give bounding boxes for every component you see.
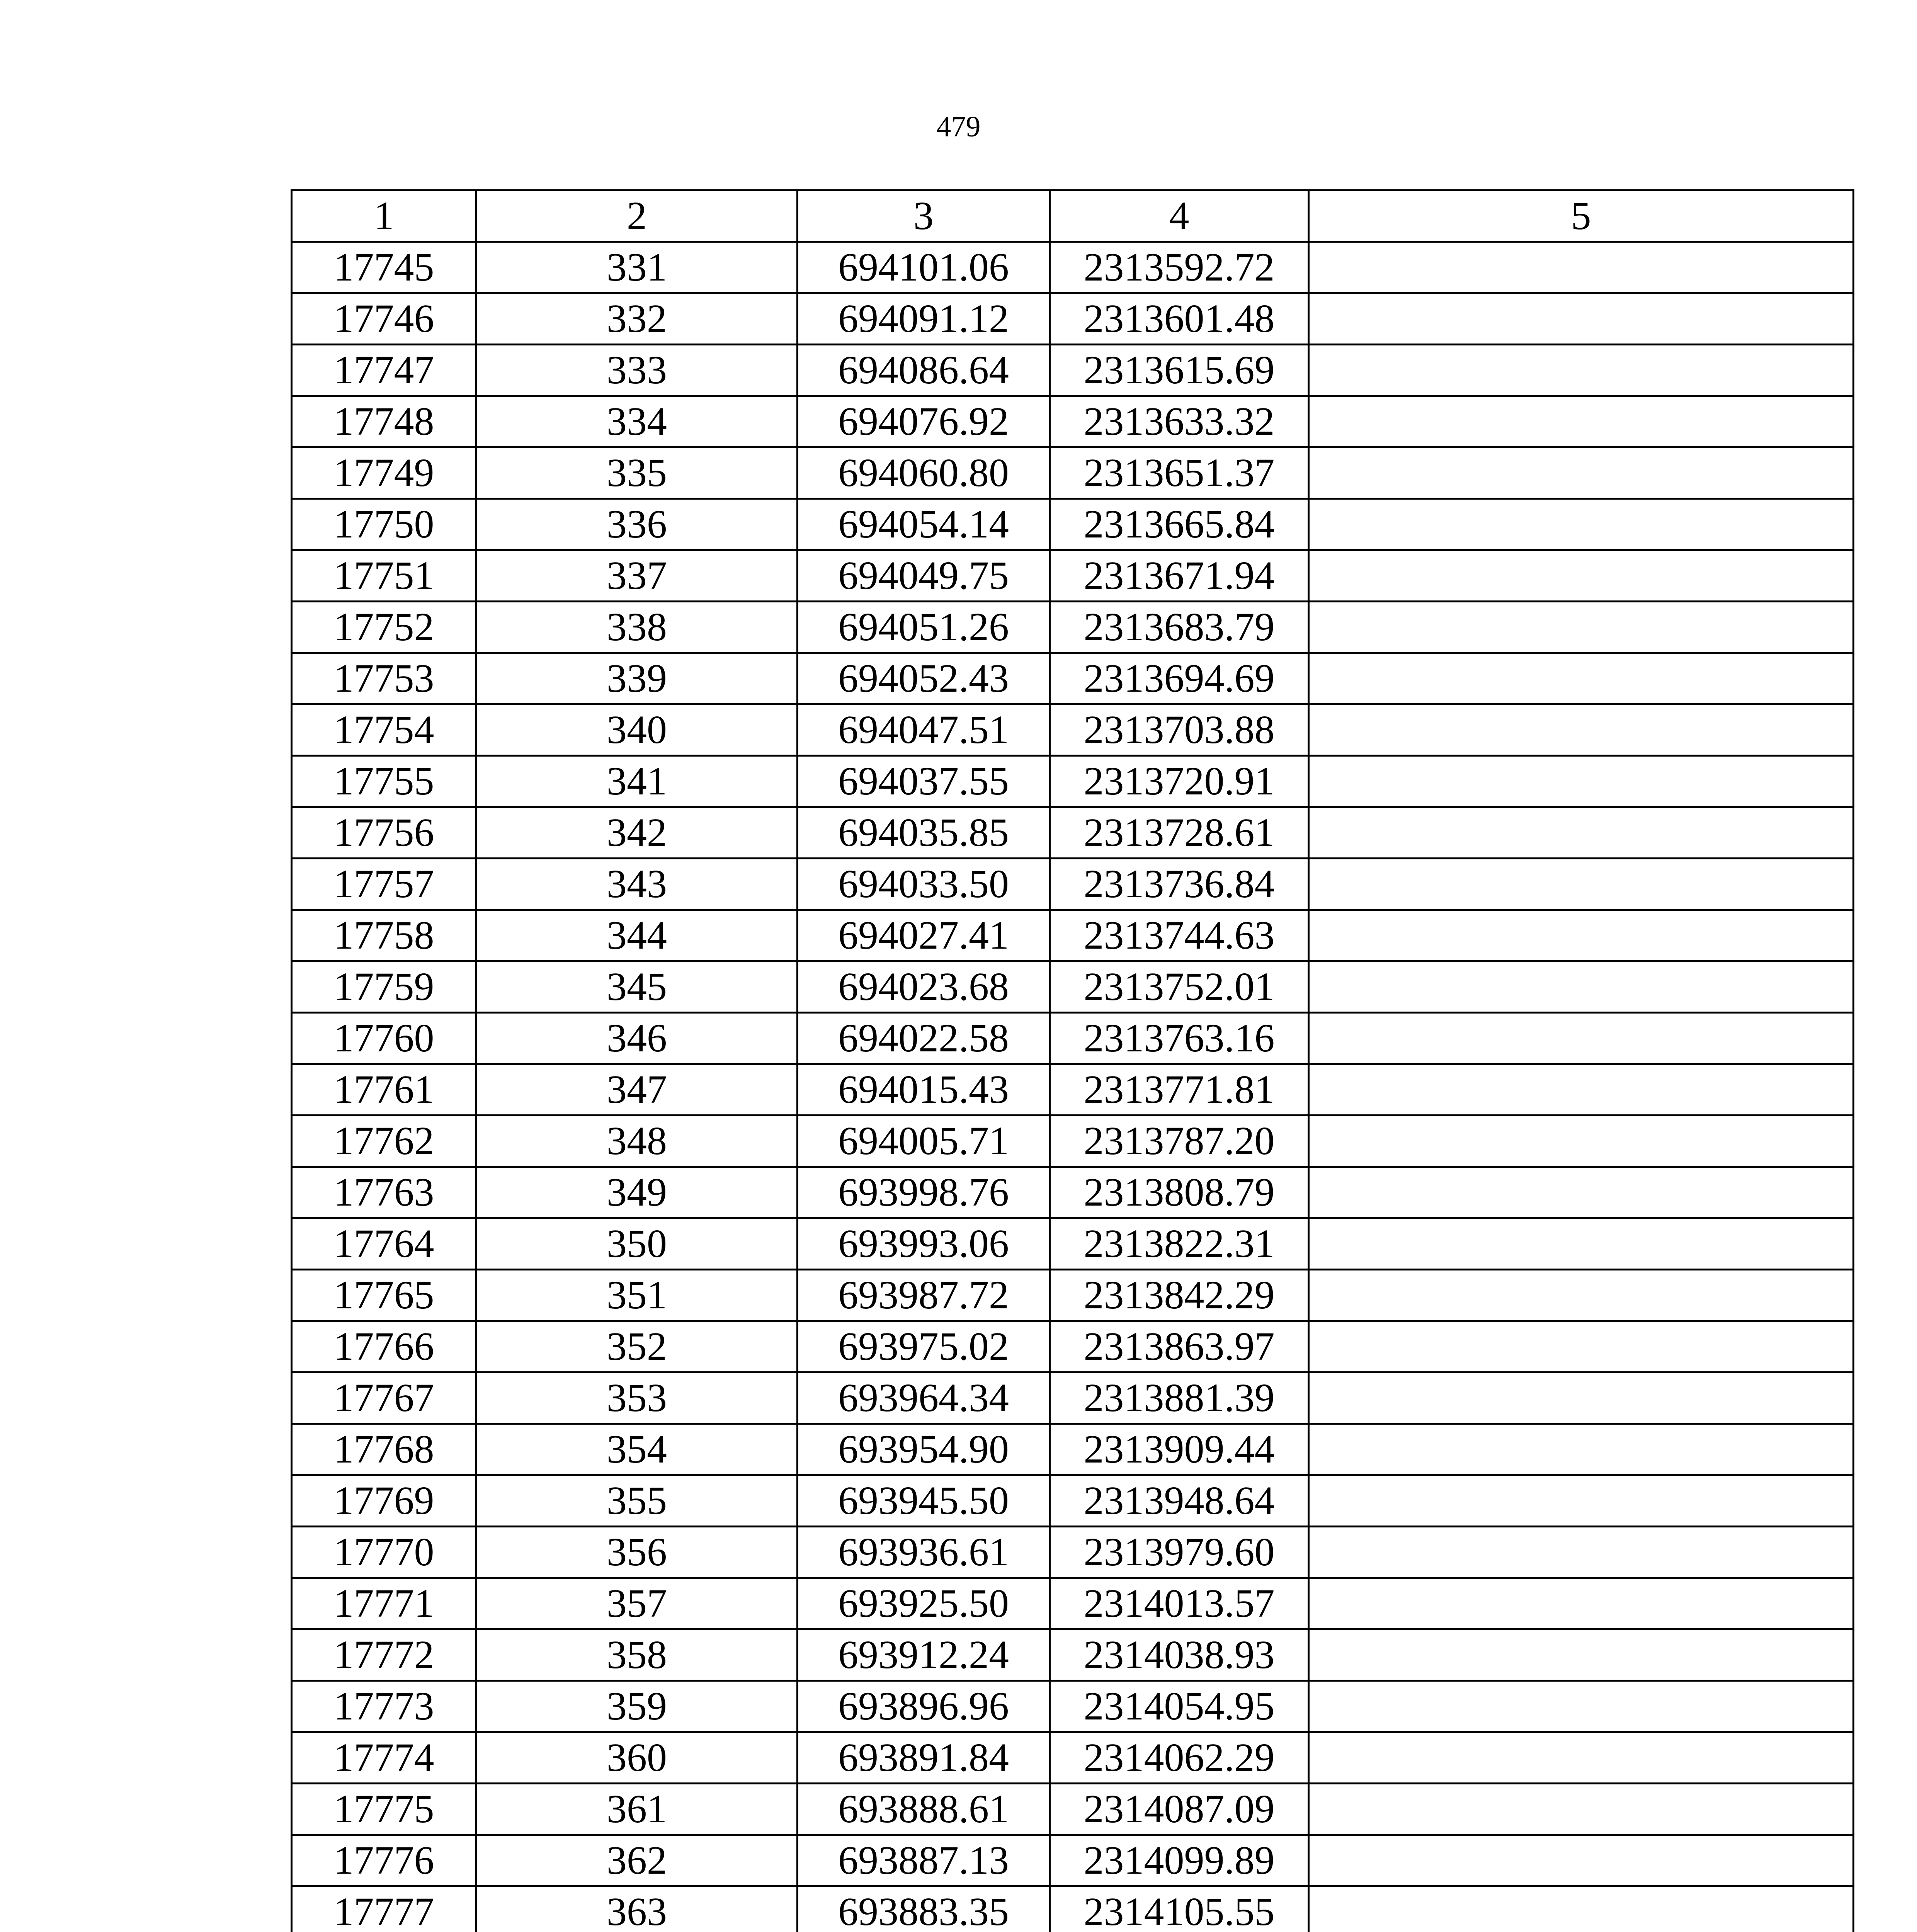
table-cell: 337 <box>476 550 798 602</box>
table-cell: 2313822.31 <box>1050 1218 1309 1270</box>
table-cell: 17754 <box>292 704 476 756</box>
table-cell: 694101.06 <box>798 242 1050 293</box>
table-cell: 356 <box>476 1527 798 1578</box>
table-row <box>292 396 1854 447</box>
table-cell: 17759 <box>292 961 476 1013</box>
header-cell: 1 <box>292 190 476 242</box>
table-row <box>292 1681 1854 1732</box>
table-cell: 17769 <box>292 1475 476 1527</box>
table-cell: 2314038.93 <box>1050 1629 1309 1681</box>
table-cell: 339 <box>476 653 798 704</box>
table-cell: 335 <box>476 447 798 499</box>
table-cell: 17776 <box>292 1835 476 1886</box>
table-cell: 17763 <box>292 1167 476 1218</box>
table-cell: 694015.43 <box>798 1064 1050 1116</box>
table-cell: 343 <box>476 859 798 910</box>
table-row <box>292 1321 1854 1372</box>
table-row <box>292 1218 1854 1270</box>
table-cell: 17765 <box>292 1270 476 1321</box>
table-cell <box>1309 1578 1854 1629</box>
table-cell: 694047.51 <box>798 704 1050 756</box>
table-cell: 336 <box>476 499 798 550</box>
table-cell: 17774 <box>292 1732 476 1784</box>
table-row <box>292 447 1854 499</box>
table-cell: 2313881.39 <box>1050 1372 1309 1424</box>
table-cell: 2314013.57 <box>1050 1578 1309 1629</box>
table-cell: 17771 <box>292 1578 476 1629</box>
table-row <box>292 653 1854 704</box>
table-row <box>292 1372 1854 1424</box>
table-cell: 17775 <box>292 1784 476 1835</box>
table-cell: 17746 <box>292 293 476 345</box>
table-cell: 348 <box>476 1116 798 1167</box>
table-cell: 17761 <box>292 1064 476 1116</box>
table-cell: 693945.50 <box>798 1475 1050 1527</box>
table-cell: 351 <box>476 1270 798 1321</box>
table-row <box>292 1424 1854 1475</box>
table-cell <box>1309 550 1854 602</box>
table-row <box>292 1475 1854 1527</box>
table-cell: 2313979.60 <box>1050 1527 1309 1578</box>
table-cell: 17756 <box>292 807 476 859</box>
table-cell: 17748 <box>292 396 476 447</box>
table-cell: 694023.68 <box>798 961 1050 1013</box>
table-cell: 359 <box>476 1681 798 1732</box>
table-row <box>292 550 1854 602</box>
table-cell: 693912.24 <box>798 1629 1050 1681</box>
table-cell: 360 <box>476 1732 798 1784</box>
table-cell <box>1309 1064 1854 1116</box>
table-cell <box>1309 345 1854 396</box>
table-cell <box>1309 293 1854 345</box>
header-cell: 4 <box>1050 190 1309 242</box>
table-body <box>292 242 1854 1932</box>
table-cell: 693987.72 <box>798 1270 1050 1321</box>
table-cell: 17757 <box>292 859 476 910</box>
table-cell: 2313744.63 <box>1050 910 1309 961</box>
table-cell: 693925.50 <box>798 1578 1050 1629</box>
table-cell <box>1309 1270 1854 1321</box>
table-cell: 694052.43 <box>798 653 1050 704</box>
table-cell: 17767 <box>292 1372 476 1424</box>
table-cell <box>1309 653 1854 704</box>
table-cell: 346 <box>476 1013 798 1064</box>
table-row <box>292 1527 1854 1578</box>
table-cell: 17752 <box>292 602 476 653</box>
table-cell <box>1309 1784 1854 1835</box>
table-cell <box>1309 499 1854 550</box>
table-cell <box>1309 396 1854 447</box>
table-row <box>292 345 1854 396</box>
table-cell: 17747 <box>292 345 476 396</box>
table-cell: 17745 <box>292 242 476 293</box>
table-cell <box>1309 1013 1854 1064</box>
table-row <box>292 293 1854 345</box>
table-cell: 694005.71 <box>798 1116 1050 1167</box>
table-cell: 2313633.32 <box>1050 396 1309 447</box>
table-cell <box>1309 1321 1854 1372</box>
table-cell: 2313683.79 <box>1050 602 1309 653</box>
table-cell: 2313601.48 <box>1050 293 1309 345</box>
table-cell: 342 <box>476 807 798 859</box>
table-cell: 2313592.72 <box>1050 242 1309 293</box>
table-cell: 332 <box>476 293 798 345</box>
table-cell: 2314062.29 <box>1050 1732 1309 1784</box>
table-header-row <box>292 190 1854 242</box>
table-cell <box>1309 1116 1854 1167</box>
table-cell: 17770 <box>292 1527 476 1578</box>
table-cell: 17773 <box>292 1681 476 1732</box>
table-cell <box>1309 859 1854 910</box>
table-cell <box>1309 961 1854 1013</box>
table-cell: 693964.34 <box>798 1372 1050 1424</box>
table-cell: 2313771.81 <box>1050 1064 1309 1116</box>
table-cell <box>1309 1218 1854 1270</box>
table-cell: 2313703.88 <box>1050 704 1309 756</box>
table-cell: 693998.76 <box>798 1167 1050 1218</box>
table-cell: 17777 <box>292 1886 476 1932</box>
table-cell <box>1309 1167 1854 1218</box>
table-row <box>292 756 1854 807</box>
table-cell: 693936.61 <box>798 1527 1050 1578</box>
table-cell: 17753 <box>292 653 476 704</box>
table-cell: 334 <box>476 396 798 447</box>
table-cell: 694054.14 <box>798 499 1050 550</box>
table-row <box>292 242 1854 293</box>
table-cell: 694033.50 <box>798 859 1050 910</box>
table-cell: 2314105.55 <box>1050 1886 1309 1932</box>
table-row <box>292 1167 1854 1218</box>
table-cell: 693993.06 <box>798 1218 1050 1270</box>
table-cell: 694091.12 <box>798 293 1050 345</box>
table-cell: 347 <box>476 1064 798 1116</box>
table-row <box>292 1732 1854 1784</box>
table-cell: 2314087.09 <box>1050 1784 1309 1835</box>
table-cell: 2313651.37 <box>1050 447 1309 499</box>
table-cell <box>1309 1629 1854 1681</box>
table-cell: 2313787.20 <box>1050 1116 1309 1167</box>
table-cell <box>1309 1886 1854 1932</box>
table-row <box>292 807 1854 859</box>
table-cell: 354 <box>476 1424 798 1475</box>
table-cell: 341 <box>476 756 798 807</box>
table-cell <box>1309 1475 1854 1527</box>
table-row <box>292 1835 1854 1886</box>
table-cell: 2313720.91 <box>1050 756 1309 807</box>
table-cell: 361 <box>476 1784 798 1835</box>
table-cell: 2313671.94 <box>1050 550 1309 602</box>
table-cell: 2314054.95 <box>1050 1681 1309 1732</box>
table-cell: 2313909.44 <box>1050 1424 1309 1475</box>
table-cell <box>1309 447 1854 499</box>
table-row <box>292 1064 1854 1116</box>
table-cell <box>1309 910 1854 961</box>
table-row <box>292 961 1854 1013</box>
table-cell: 363 <box>476 1886 798 1932</box>
table-cell <box>1309 1527 1854 1578</box>
table-cell: 694027.41 <box>798 910 1050 961</box>
table-cell: 2313736.84 <box>1050 859 1309 910</box>
table-row <box>292 704 1854 756</box>
table-cell: 2313842.29 <box>1050 1270 1309 1321</box>
header-cell: 2 <box>476 190 798 242</box>
table-cell: 17762 <box>292 1116 476 1167</box>
table-cell <box>1309 756 1854 807</box>
page-number: 479 <box>936 111 981 143</box>
table-cell: 693891.84 <box>798 1732 1050 1784</box>
table-cell <box>1309 1681 1854 1732</box>
coordinates-table <box>291 189 1854 1932</box>
table-row <box>292 602 1854 653</box>
table-row <box>292 1886 1854 1932</box>
table-row <box>292 1784 1854 1835</box>
table-cell: 349 <box>476 1167 798 1218</box>
table-row <box>292 1270 1854 1321</box>
table-cell: 350 <box>476 1218 798 1270</box>
table-cell: 2313665.84 <box>1050 499 1309 550</box>
table-cell: 694086.64 <box>798 345 1050 396</box>
table-cell: 2313763.16 <box>1050 1013 1309 1064</box>
table-cell: 2313808.79 <box>1050 1167 1309 1218</box>
table-cell: 344 <box>476 910 798 961</box>
table-cell: 693954.90 <box>798 1424 1050 1475</box>
table-cell: 17768 <box>292 1424 476 1475</box>
table-cell: 362 <box>476 1835 798 1886</box>
table-cell <box>1309 1424 1854 1475</box>
table-cell: 333 <box>476 345 798 396</box>
table-cell: 358 <box>476 1629 798 1681</box>
table-cell <box>1309 807 1854 859</box>
table-cell: 331 <box>476 242 798 293</box>
table-row <box>292 499 1854 550</box>
table-cell: 693888.61 <box>798 1784 1050 1835</box>
table-cell: 17755 <box>292 756 476 807</box>
table-cell: 694049.75 <box>798 550 1050 602</box>
table-cell: 17760 <box>292 1013 476 1064</box>
table-cell: 353 <box>476 1372 798 1424</box>
table-cell: 2313863.97 <box>1050 1321 1309 1372</box>
table-cell: 2313948.64 <box>1050 1475 1309 1527</box>
table-row <box>292 1629 1854 1681</box>
table-cell <box>1309 602 1854 653</box>
table-cell: 340 <box>476 704 798 756</box>
table-row <box>292 1013 1854 1064</box>
table-cell <box>1309 1835 1854 1886</box>
table-cell: 2314099.89 <box>1050 1835 1309 1886</box>
table-row <box>292 1578 1854 1629</box>
table-cell: 693896.96 <box>798 1681 1050 1732</box>
table-cell: 693887.13 <box>798 1835 1050 1886</box>
table-cell: 17749 <box>292 447 476 499</box>
table-row <box>292 910 1854 961</box>
table-cell: 694035.85 <box>798 807 1050 859</box>
table-cell: 694022.58 <box>798 1013 1050 1064</box>
table-cell: 338 <box>476 602 798 653</box>
table-cell: 693975.02 <box>798 1321 1050 1372</box>
table-cell: 17764 <box>292 1218 476 1270</box>
table-cell: 17751 <box>292 550 476 602</box>
table-cell: 355 <box>476 1475 798 1527</box>
table-cell: 2313728.61 <box>1050 807 1309 859</box>
table-cell: 345 <box>476 961 798 1013</box>
table-cell: 17750 <box>292 499 476 550</box>
table-cell: 2313752.01 <box>1050 961 1309 1013</box>
table-cell <box>1309 1372 1854 1424</box>
table-row <box>292 859 1854 910</box>
table-cell: 357 <box>476 1578 798 1629</box>
table-cell: 694051.26 <box>798 602 1050 653</box>
table-cell: 17766 <box>292 1321 476 1372</box>
table-cell: 352 <box>476 1321 798 1372</box>
table-cell: 2313615.69 <box>1050 345 1309 396</box>
table-cell <box>1309 242 1854 293</box>
table-cell: 694076.92 <box>798 396 1050 447</box>
table-cell: 694060.80 <box>798 447 1050 499</box>
table-row <box>292 1116 1854 1167</box>
table-cell <box>1309 1732 1854 1784</box>
table-cell: 17772 <box>292 1629 476 1681</box>
table-cell: 693883.35 <box>798 1886 1050 1932</box>
header-cell: 5 <box>1309 190 1854 242</box>
table-cell <box>1309 704 1854 756</box>
table-cell: 694037.55 <box>798 756 1050 807</box>
header-cell: 3 <box>798 190 1050 242</box>
table-cell: 17758 <box>292 910 476 961</box>
table-cell: 2313694.69 <box>1050 653 1309 704</box>
